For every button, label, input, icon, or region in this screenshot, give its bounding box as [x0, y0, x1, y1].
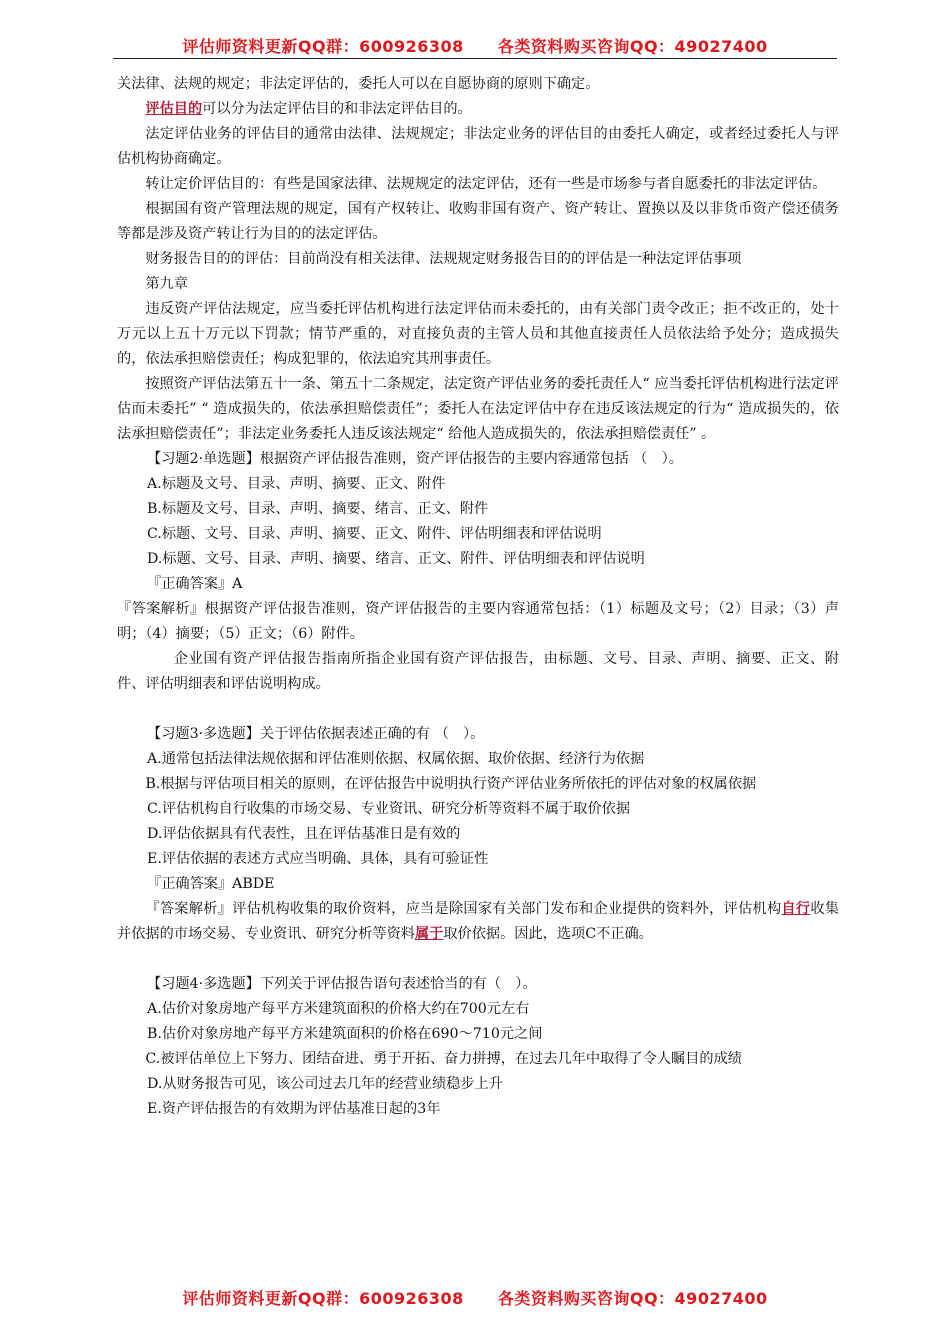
question-2-analysis: 『答案解析』根据资产评估报告准则，资产评估报告的主要内容通常包括：（1）标题及文号；（2）目录；（3）声明；（4）摘要；（5）正文；（6）附件。	[117, 601, 839, 642]
paragraph	[117, 97, 839, 122]
question-4-option-c: C.被评估单位上下努力、团结奋进、勇于开拓、奋力拼搏，在过去几年中取得了令人瞩目的成绩	[145, 1051, 742, 1067]
paragraph: 根据国有资产管理法规的规定，国有产权转让、收购非国有资产、资产转让、置换以及以非货币资产偿还债务等都是涉及资产转让行为目的的法定评估。	[117, 201, 839, 242]
question-2-option-c: C.标题、文号、目录、声明、摘要、正文、附件、评估明细表和评估说明	[147, 526, 602, 542]
question-4-option-d: D.从财务报告可见，该公司过去几年的经营业绩稳步上升	[147, 1076, 503, 1092]
question-2-option-a: A.标题及文号、目录、声明、摘要、正文、附件	[147, 476, 446, 492]
question-2-note: 企业国有资产评估报告指南所指企业国有资产评估报告，由标题、文号、目录、声明、摘要、正文、附件、评估明细表和评估说明构成。	[117, 651, 839, 692]
question-4-stem: 【习题4·多选题】下列关于评估报告语句表述恰当的有（ ）。	[147, 976, 537, 992]
paragraph: 关法律、法规的规定；非法定评估的，委托人可以在自愿协商的原则下确定。	[117, 76, 600, 92]
question-2-option-d: D.标题、文号、目录、声明、摘要、绪言、正文、附件、评估明细表和评估说明	[147, 551, 645, 567]
chapter-heading: 第九章	[145, 276, 188, 292]
document-body	[117, 72, 839, 1122]
footer-qq-group: 评估师资料更新QQ群：600926308	[182, 1289, 464, 1308]
question-2-option-b: B.标题及文号、目录、声明、摘要、绪言、正文、附件	[147, 501, 489, 517]
header-purchase-qq: 各类资料购买咨询QQ：49027400	[497, 37, 768, 56]
paragraph: 按照资产评估法第五十一条、第五十二条规定，法定资产评估业务的委托责任人“ 应当委托评估机构进行法定评估而未委托” “ 造成损失的，依法承担赔偿责任”；委托人在法定评估中存在违反该法规定的行为“ 造成损失的，依法承担赔偿责任”；非法定业务委托人违反该法规定“ 给他人造成损失的，依法承担赔偿责任” 。	[117, 376, 839, 442]
header-divider	[113, 58, 837, 59]
self-collected-link[interactable]: 自行	[781, 901, 811, 917]
question-3-answer: 『正确答案』ABDE	[147, 876, 275, 892]
paragraph: 财务报告目的的评估：目前尚没有相关法律、法规规定财务报告目的的评估是一种法定评估事项	[145, 251, 742, 267]
question-4-option-a: A.估价对象房地产每平方米建筑面积的价格大约在700元左右	[147, 1001, 530, 1017]
question-3-stem: 【习题3·多选题】关于评估依据表述正确的有 （ ）。	[147, 726, 485, 742]
footer-purchase-qq: 各类资料购买咨询QQ：49027400	[497, 1289, 768, 1308]
spacer	[117, 697, 839, 722]
analysis-text: 取价依据。因此，选项C不正确。	[443, 926, 653, 942]
question-2-stem: 【习题2·单选题】根据资产评估报告准则，资产评估报告的主要内容通常包括 （ ）。	[147, 451, 683, 467]
header-qq-group: 评估师资料更新QQ群：600926308	[182, 37, 464, 56]
question-4-option-b: B.估价对象房地产每平方米建筑面积的价格在690～710元之间	[147, 1026, 543, 1042]
evaluation-purpose-link[interactable]: 评估目的	[145, 101, 203, 117]
question-3-option-b: B.根据与评估项目相关的原则，在评估报告中说明执行资产评估业务所依托的评估对象的权属依据	[145, 776, 757, 792]
question-2-answer: 『正确答案』A	[147, 576, 243, 592]
question-3-option-e: E.评估依据的表述方式应当明确、具体，具有可验证性	[147, 851, 489, 867]
paragraph: 违反资产评估法规定，应当委托评估机构进行法定评估而未委托的，由有关部门责令改正；拒不改正的，处十万元以上五十万元以下罚款；情节严重的，对直接负责的主管人员和其他直接责任人员依法给予处分；造成损失的，依法承担赔偿责任；构成犯罪的，依法追究其刑事责任。	[117, 301, 839, 367]
question-3-option-d: D.评估依据具有代表性，且在评估基准日是有效的	[147, 826, 461, 842]
page-header	[0, 34, 950, 57]
analysis-text: 收集并依据的市场交易、专业资讯、研究分析等资料	[117, 901, 839, 942]
belongs-to-link[interactable]: 属于	[414, 926, 444, 942]
page-footer	[0, 1286, 950, 1309]
spacer	[117, 947, 839, 972]
paragraph: 法定评估业务的评估目的通常由法律、法规规定；非法定业务的评估目的由委托人确定，或者经过委托人与评估机构协商确定。	[117, 126, 839, 167]
paragraph-text: 可以分为法定评估目的和非法定评估目的。	[202, 101, 472, 117]
question-3-option-c: C.评估机构自行收集的市场交易、专业资讯、研究分析等资料不属于取价依据	[147, 801, 631, 817]
question-4-option-e: E.资产评估报告的有效期为评估基准日起的3年	[147, 1101, 441, 1117]
question-3-option-a: A.通常包括法律法规依据和评估准则依据、权属依据、取价依据、经济行为依据	[147, 751, 645, 767]
paragraph: 转让定价评估目的：有些是国家法律、法规规定的法定评估，还有一些是市场参与者自愿委托的非法定评估。	[145, 176, 827, 192]
analysis-text: 『答案解析』评估机构收集的取价资料，应当是除国家有关部门发布和企业提供的资料外，评估机构	[145, 901, 782, 917]
question-3-analysis	[117, 897, 839, 947]
